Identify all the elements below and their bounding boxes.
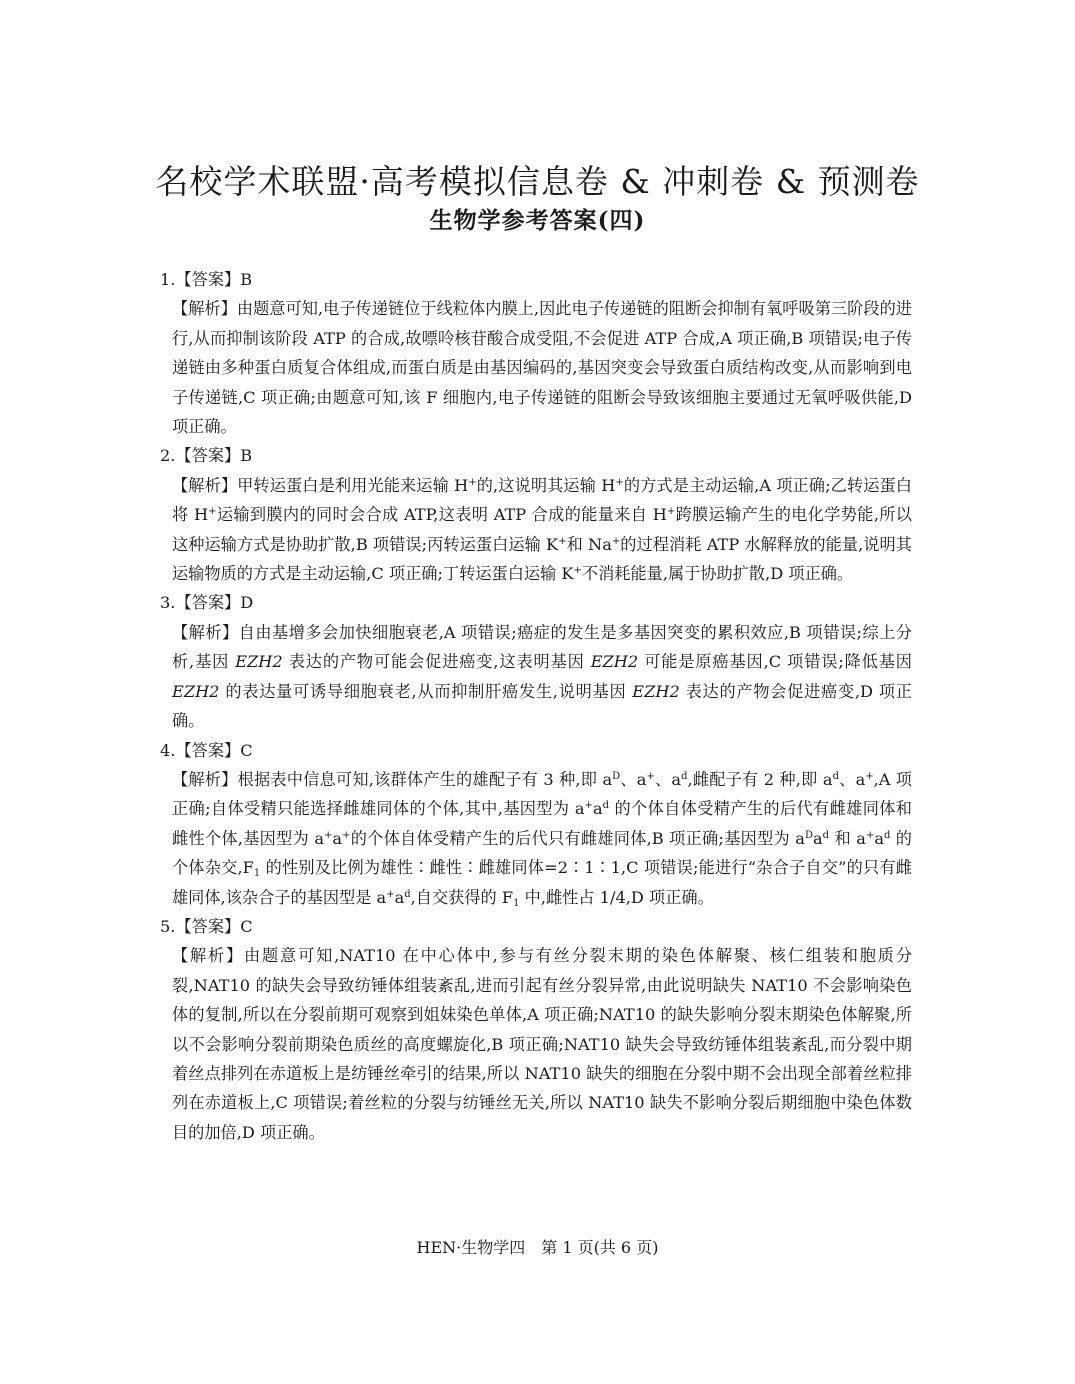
analysis-paragraph: 【解析】由题意可知,NAT10 在中心体中,参与有丝分裂末期的染色体解聚、核仁组装和胞质分裂,NAT10 的缺失会导致纺锤体组装紊乱,进而引起有丝分裂异常,由此说明缺失 NAT10 不会影响染色体的复制,所以在分裂前期可观察到姐妹染色单体,A 项正确;NAT10 的缺失影响分裂末期染色体解聚,所以不会影响分裂前期染色质丝的高度螺旋化,B 项正确;NAT10 缺失会导致纺锤体组装紊乱,而分裂中期着丝点排列在赤道板上是纺锤丝牵引的结果,所以 NAT10 缺失的细胞在分裂中期不会出现全部着丝粒排列在赤道板上,C 项错误;着丝粒的分裂与纺锤丝无关,所以 NAT10 缺失不影响分裂后期细胞中染色体数目的加倍,D 项正确。 <box>172 946 912 1142</box>
answer-line: 1.【答案】B <box>160 270 253 289</box>
question-4 <box>160 736 912 912</box>
page-footer: HEN·生物学四 第 1 页(共 6 页) <box>416 1238 659 1257</box>
question-2 <box>160 441 912 588</box>
page-title: 名校学术联盟·高考模拟信息卷 & 冲刺卷 & 预测卷 <box>155 162 920 201</box>
answer-line: 3.【答案】D <box>160 593 254 613</box>
question-5 <box>160 912 912 1147</box>
answer-list <box>160 265 912 1147</box>
analysis-paragraph: 【解析】自由基增多会加快细胞衰老,A 项错误;癌症的发生是多基因突变的累积效应,B 项错误;综上分析,基因 EZH2 表达的产物可能会促进癌变,这表明基因 EZH2 可能是原癌基因,C 项错误;降低基因 EZH2 的表达量可诱导细胞衰老,从而抑制肝癌发生,说明基因 EZH2 表达的产物会促进癌变,D 项正确。 <box>172 622 912 731</box>
analysis-paragraph: 【解析】甲转运蛋白是利用光能来运输 H+的,这说明其运输 H+的方式是主动运输,A 项正确;乙转运蛋白将 H+运输到膜内的同时会合成 ATP,这表明 ATP 合成的能量来自 H+跨膜运输产生的电化学势能,所以这种运输方式是协助扩散,B 项错误;丙转运蛋白运输 K+和 Na+的过程消耗 ATP 水解释放的能量,说明其运输物质的方式是主动运输,C 项正确;丁转运蛋白运输 K+不消耗能量,属于协助扩散,D 项正确。 <box>172 475 912 584</box>
answer-line: 2.【答案】B <box>160 446 253 466</box>
analysis-paragraph: 【解析】根据表中信息可知,该群体产生的雄配子有 3 种,即 $a^D$、a+、$a^d$,雌配子有 2 种,即 $a^d$、a+,A 项正确;自体受精只能选择雌雄同体的个体,其中,基因型为 $a^+a^d$ 的个体自体受精产生的后代有雌雄同体和雌性个体,基因型为 a+a+的个体自体受精产生的后代只有雌雄同体,B 项正确;基因型为 $a^Da^d$ 和 $a^+a^d$ 的个体杂交$,F_1$ 的性别及比例为雄性∶雌性∶雌雄同体=2∶1∶1,C 项错误;能进行“杂合子自交”的只有雌雄同体,该杂合子的基因型是 $a^+a^d$,自交获得的 $F_1$ 中,雌性占 1/4,D 项正确。 <box>172 769 912 909</box>
question-1 <box>160 265 912 441</box>
answer-line: 4.【答案】C <box>160 740 253 760</box>
question-3 <box>160 588 912 735</box>
analysis-paragraph: 【解析】由题意可知,电子传递链位于线粒体内膜上,因此电子传递链的阻断会抑制有氧呼吸第三阶段的进行,从而抑制该阶段 ATP 的合成,故嘌呤核苷酸合成受阻,不会促进 ATP 合成,A 项正确,B 项错误;电子传递链由多种蛋白质复合体组成,而蛋白质是由基因编码的,基因突变会导致蛋白质结构改变,从而影响到电子传递链,C 项正确;由题意可知,该 F 细胞内,电子传递链的阻断会导致该细胞主要通过无氧呼吸供能,D 项正确。 <box>172 299 912 437</box>
page-subtitle: 生物学参考答案(四) <box>429 207 646 234</box>
answer-line: 5.【答案】C <box>160 916 253 936</box>
